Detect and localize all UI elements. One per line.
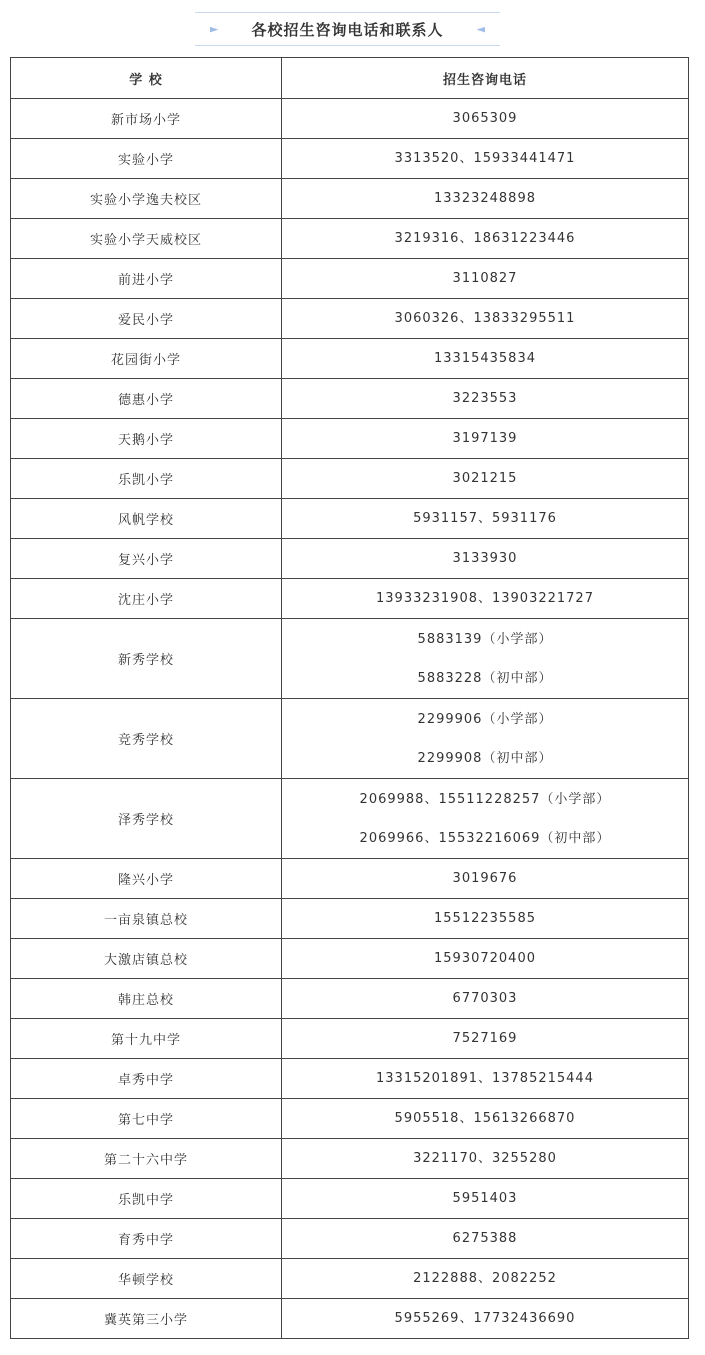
table-row [11,299,689,339]
table-row [11,779,689,859]
table-row [11,979,689,1019]
phone-number: 3060326、13833295511 [394,311,576,326]
phone-number: 13315201891、13785215444 [376,1071,594,1086]
table-row [11,179,689,219]
phone-number: 5955269、17732436690 [394,1311,576,1326]
phone-number: 13315435834 [434,351,536,366]
school-name-cell: 大激店镇总校 [11,939,282,979]
table-row [11,1259,689,1299]
school-name-cell: 德惠小学 [11,379,282,419]
phone-cell [282,899,689,939]
school-column-header: 学 校 [11,58,282,99]
phone-number: 3197139 [452,431,518,446]
phone-cell [282,939,689,979]
phone-number: 13323248898 [434,191,536,206]
phone-cell [282,99,689,139]
phone-cell [282,539,689,579]
table-row [11,459,689,499]
school-name-cell: 复兴小学 [11,539,282,579]
table-row [11,539,689,579]
table-row [11,379,689,419]
table-row [11,859,689,899]
phone-number: 3223553 [452,391,518,406]
table-row [11,579,689,619]
phone-number: 5951403 [452,1191,518,1206]
phone-cell [282,699,689,779]
phone-column-header: 招生咨询电话 [282,58,689,99]
school-name-cell: 乐凯小学 [11,459,282,499]
school-name-cell: 沈庄小学 [11,579,282,619]
school-name-cell: 实验小学 [11,139,282,179]
school-name-cell: 风帆学校 [11,499,282,539]
school-name-cell: 前进小学 [11,259,282,299]
table-row [11,1139,689,1179]
phone-cell [282,1259,689,1299]
phone-number: 15930720400 [434,951,536,966]
table-row [11,1299,689,1339]
table-row [11,1219,689,1259]
phone-number: 2299906（小学部） [417,711,553,727]
phone-number: 3065309 [452,111,518,126]
school-name-cell: 实验小学逸夫校区 [11,179,282,219]
school-name-cell: 一亩泉镇总校 [11,899,282,939]
table-row [11,1019,689,1059]
school-name-cell: 隆兴小学 [11,859,282,899]
school-name-cell: 爱民小学 [11,299,282,339]
phone-cell [282,379,689,419]
phone-number: 2069966、15532216069（初中部） [359,830,611,846]
phone-number: 3313520、15933441471 [394,151,576,166]
section-title-bar [195,12,500,46]
phone-number: 3133930 [452,551,518,566]
school-name-cell: 花园街小学 [11,339,282,379]
section-title: 各校招生咨询电话和联系人 [251,20,444,39]
table-row [11,259,689,299]
table-body [11,99,689,1339]
phone-cell [282,979,689,1019]
table-row [11,939,689,979]
phone-cell [282,1219,689,1259]
phone-number: 5905518、15613266870 [394,1111,576,1126]
phone-cell [282,859,689,899]
phone-number: 3221170、3255280 [413,1151,557,1166]
phone-cell [282,419,689,459]
school-name-cell: 华顿学校 [11,1259,282,1299]
left-arrow-icon: ◄ [476,22,485,36]
phone-cell [282,299,689,339]
phone-number: 3021215 [452,471,518,486]
phone-cell [282,1099,689,1139]
school-name-cell: 第十九中学 [11,1019,282,1059]
phone-cell [282,1139,689,1179]
phone-number: 3019676 [452,871,518,886]
school-name-cell: 天鹅小学 [11,419,282,459]
phone-cell [282,459,689,499]
phone-cell [282,619,689,699]
table-row [11,1179,689,1219]
table-row [11,419,689,459]
right-arrow-icon: ► [210,22,219,36]
phone-number: 3110827 [452,271,518,286]
phone-number: 3219316、18631223446 [394,231,576,246]
table-row [11,219,689,259]
table-row [11,1099,689,1139]
table-row [11,99,689,139]
table-row [11,1059,689,1099]
school-name-cell: 韩庄总校 [11,979,282,1019]
table-row [11,699,689,779]
phone-number: 7527169 [452,1031,518,1046]
phone-cell [282,579,689,619]
table-row [11,339,689,379]
phone-cell [282,259,689,299]
phone-cell [282,1179,689,1219]
phone-cell [282,1059,689,1099]
school-name-cell: 新秀学校 [11,619,282,699]
school-name-cell: 新市场小学 [11,99,282,139]
phone-cell [282,219,689,259]
phone-number: 2122888、2082252 [413,1271,557,1286]
phone-number: 13933231908、13903221727 [376,591,594,606]
school-name-cell: 第七中学 [11,1099,282,1139]
phone-number: 5883228（初中部） [417,670,553,686]
phone-number: 5883139（小学部） [417,631,553,647]
phone-cell [282,179,689,219]
school-name-cell: 泽秀学校 [11,779,282,859]
school-name-cell: 实验小学天威校区 [11,219,282,259]
phone-cell [282,1019,689,1059]
phone-number: 2069988、15511228257（小学部） [359,791,611,807]
phone-cell [282,139,689,179]
school-name-cell: 冀英第三小学 [11,1299,282,1339]
phone-number: 15512235585 [434,911,536,926]
table-row [11,899,689,939]
school-name-cell: 第二十六中学 [11,1139,282,1179]
table-row [11,139,689,179]
school-name-cell: 竞秀学校 [11,699,282,779]
table-row [11,619,689,699]
phone-cell [282,499,689,539]
phone-cell [282,1299,689,1339]
school-name-cell: 育秀中学 [11,1219,282,1259]
phone-number: 6770303 [452,991,518,1006]
school-name-cell: 卓秀中学 [11,1059,282,1099]
phone-cell [282,779,689,859]
phone-cell [282,339,689,379]
table-row [11,499,689,539]
phone-number: 2299908（初中部） [417,750,553,766]
phone-number: 5931157、5931176 [413,511,557,526]
contacts-table [10,57,689,1339]
table-header-row [11,58,689,99]
phone-number: 6275388 [452,1231,518,1246]
school-name-cell: 乐凯中学 [11,1179,282,1219]
